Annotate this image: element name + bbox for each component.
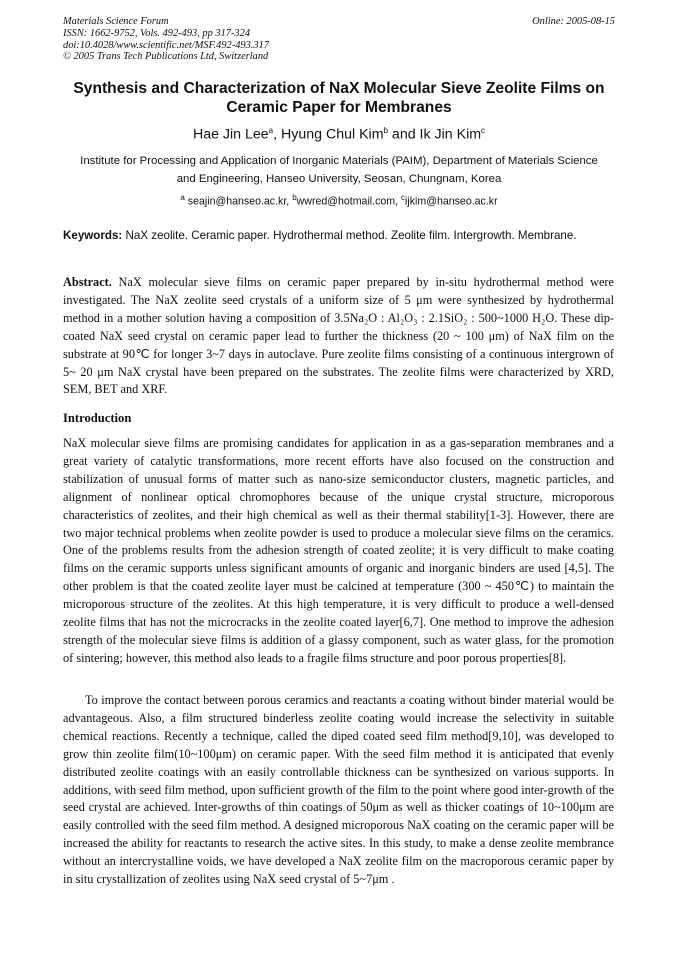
email-list [70, 193, 608, 208]
abstract-text: NaX molecular sieve films on ceramic paper prepared by in-situ hydrothermal method were investigated. The NaX zeolite seed crystals of a uniform size of 5 μm were synthesized by hydrothermal method in a mother solution having a composition of 3.5Na₂O : Al₂O₃ : 2.1SiO₂ : 500~1000 H₂O. These dip-coated NaX seed crystal on ceramic paper lead to further the thickness (20 ~ 100 μm) of NaX film on the substrate at 90℃ for longer 3~7 days in autoclave. Pure zeolite films consisting of a continuous intergrown of 5~ 20 μm NaX crystal have been prepared on the substrates. The zeolite films were characterized by XRD, SEM, BET and XRF. [63, 275, 614, 397]
journal-header [63, 16, 615, 63]
author-list [40, 126, 638, 143]
copyright-line: © 2005 Trans Tech Publications Ltd, Switzerland [63, 51, 269, 63]
online-date: Online: 2005-08-15 [532, 16, 615, 27]
author-separator: and [387, 126, 420, 143]
author-affil-mark: b [383, 126, 388, 135]
paper-title: Synthesis and Characterization of NaX Molecular Sieve Zeolite Films on Ceramic Paper for Membranes [73, 80, 605, 116]
intro-paragraph-2: To improve the contact between porous ceramics and reactants a coating without binder material would be advantageous. Also, a film structured binderless zeolite coating would increase the selectivity in suitable chemical reactions. Recently a technique, called the diped coated seed film method[9,10], was developed to grow thin zeolite film(10~100μm) on ceramic paper. With the seed film method it is anticipated that evenly distributed zeolite coatings with an easily controllable thickness can be synthesized on various supports. In additions, with seed film method, upon sufficient growth of the film to the point where good inter-growth of the seed crystal are achieved. Inter-growths of thin coatings of 50μm as well as thicker coatings of 10~100μm are easily controlled with the seed film method. A designed microporous NaX coating on the ceramic paper will be increased the ability for reactants to research the active sites. In this study, to make a dense zeolite membrance without an intercrystalline voids, we have developed a NaX zeolite film on the macroporous ceramic paper by in situ crystallization of zeolites using NaX seed crystal of 5~7μm . [63, 693, 614, 887]
author-affil-mark: a [268, 126, 274, 135]
author-name: Hae Jin Lee [192, 126, 269, 143]
email-address[interactable]: seajin@hanseo.ac.kr, [184, 195, 293, 208]
abstract-block [63, 274, 614, 399]
email-mark: b [292, 193, 297, 202]
author-name: Ik Jin Kim [419, 126, 482, 143]
abstract-label: Abstract. [63, 275, 112, 289]
email-mark: c [401, 193, 406, 202]
affiliation: Institute for Processing and Application of Inorganic Materials (PAIM), Department of Materials Science and Engineering, Hanseo University, Seosan, Chungnam, Korea [80, 155, 598, 185]
author-separator: , [273, 126, 282, 143]
keywords-text: NaX zeolite. Ceramic paper. Hydrothermal method. Zeolite film. Intergrowth. Membrane. [122, 229, 577, 242]
author-name: Hyung Chul Kim [281, 126, 384, 143]
email-address[interactable]: ijkim@hanseo.ac.kr [405, 195, 498, 208]
doi-line[interactable]: doi:10.4028/www.scientific.net/MSF.492-493.317 [63, 39, 269, 51]
author-affil-mark: c [481, 126, 486, 135]
journal-name: Materials Science Forum [63, 16, 169, 27]
intro-paragraph-1: NaX molecular sieve films are promising candidates for application in as a gas-separation membranes and a great variety of catalytic transformations, more recent efforts have also focused on the construction and stabilization of unusual forms of matter such as nano-size semiconductor clusters, magnetic particles, and alignment of nonlinear optical chromophores because of the unique crystal structure, microporous characteristics of zeolites, and their high chemical as well as their thermal stability[1-3]. However, there are two major technical problems when zeolite powder is used to produce a molecular sieve films on the ceramics. One of the problems results from the adhesion strength of coated zeolite; it is very difficult to make coating films on the ceramic supports unless significant amounts of organic and inorganic binders are used [4,5]. The other problem is that the coated zeolite layer must be calcined at temperature (300 ~ 450℃) to maintain the microporous structure of the zeolites. At this high temperature, it is very difficult to produce a well-densed zeolite films that has not the microcracks in the zeolite coated layer[6,7]. One method to improve the adhesion strength of the molecular sieve films is addition of a glassy component, such as water glass, for the promotion of sintering; however, this method also leads to a fragile films structure and poor porous properties[8]. [63, 436, 614, 665]
keywords-block [63, 227, 614, 245]
email-address[interactable]: wwred@hotmail.com, [296, 195, 402, 208]
email-mark: a [180, 193, 185, 202]
keywords-label: Keywords: [63, 229, 123, 242]
issn-line: ISSN: 1662-9752, Vols. 492-493, pp 317-324 [63, 27, 251, 39]
section-heading-introduction: Introduction [63, 411, 132, 425]
